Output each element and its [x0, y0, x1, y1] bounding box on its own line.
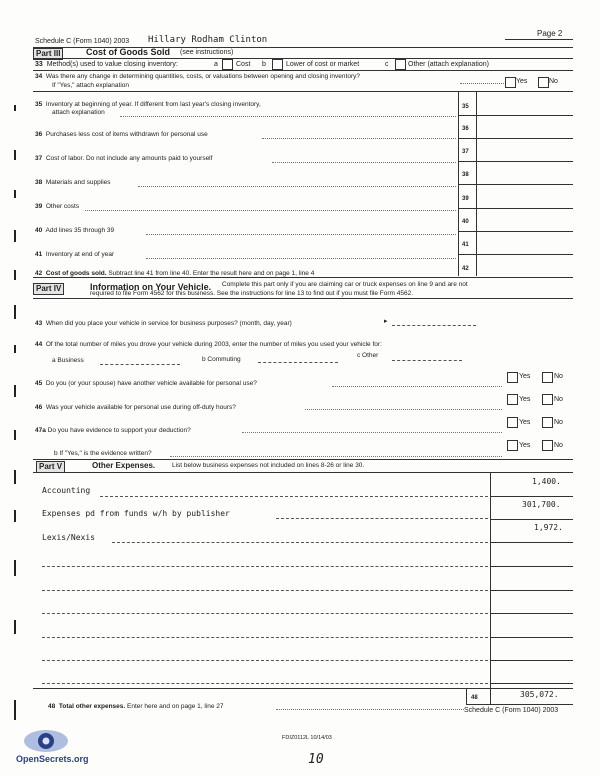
- part3-title-note: (see instructions): [180, 49, 234, 56]
- line-42: 42 Cost of goods sold. Subtract line 41 from line 40. Enter the result here and on page 1, line 4: [35, 270, 315, 277]
- other-miles-field[interactable]: [392, 360, 462, 361]
- line-41: 41 Inventory at end of year: [35, 251, 115, 258]
- watermark-text: OpenSecrets.org: [16, 754, 89, 764]
- line-39: 39 Other costs: [35, 203, 80, 210]
- line-45: 45 Do you (or your spouse) have another vehicle available for personal use?: [35, 380, 257, 387]
- expense-description: Lexis/Nexis: [42, 533, 95, 542]
- part5-note: List below business expenses not included on lines 8-26 or line 30.: [172, 462, 365, 469]
- line-40: 40 Add lines 35 through 39: [35, 227, 115, 234]
- form-code: FDIZ0112L 10/14/03: [282, 735, 332, 741]
- part4-intro-1: Complete this part only if you are claiming car or truck expenses on line 9 and are not: [222, 281, 468, 288]
- expense-amount: 1,400.: [532, 477, 561, 486]
- method-lower-checkbox[interactable]: [272, 59, 283, 70]
- expense-amount: 301,700.: [522, 500, 561, 509]
- line-37: 37 Cost of labor. Do not include any amounts paid to yourself: [35, 155, 213, 162]
- line-43: 43 When did you place your vehicle in service for business purposes? (month, day, year): [35, 320, 292, 327]
- method-cost-checkbox[interactable]: [222, 59, 233, 70]
- part5-badge: Part V: [36, 461, 65, 473]
- part5-title: Other Expenses.: [92, 461, 156, 470]
- line47b-yes-checkbox[interactable]: [507, 440, 518, 451]
- part4-badge: Part IV: [33, 283, 64, 295]
- line47b-no-checkbox[interactable]: [542, 440, 553, 451]
- expense-amount: 1,972.: [534, 523, 563, 532]
- line-34: 34 Was there any change in determining quantities, costs, or valuations between opening and closing inventory?: [35, 73, 360, 80]
- business-miles-field[interactable]: [100, 364, 180, 365]
- line-38: 38 Materials and supplies: [35, 179, 111, 186]
- part4-intro-2: required to file Form 4562 for this business. See the instructions for line 13 to find out if you must file Form 4562.: [90, 290, 413, 297]
- line46-yes-checkbox[interactable]: [507, 394, 518, 405]
- line-35: 35 Inventory at beginning of year. If different from last year's closing inventory,: [35, 101, 261, 108]
- vehicle-date-field[interactable]: [392, 325, 476, 326]
- line-33: 33 Method(s) used to value closing inventory:: [35, 61, 178, 68]
- line34-no-checkbox[interactable]: [538, 77, 549, 88]
- commuting-miles-field[interactable]: [258, 362, 338, 363]
- line47a-no-checkbox[interactable]: [542, 417, 553, 428]
- line34-yes-checkbox[interactable]: [505, 77, 516, 88]
- expense-description: Accounting: [42, 486, 91, 495]
- line-36: 36 Purchases less cost of items withdrawn for personal use: [35, 131, 208, 138]
- part3-title: Cost of Goods Sold: [86, 47, 170, 57]
- form-label: Schedule C (Form 1040) 2003: [35, 38, 130, 45]
- footer-form-label: Schedule C (Form 1040) 2003: [464, 707, 559, 714]
- method-other-checkbox[interactable]: [395, 59, 406, 70]
- line-48: 48 Total other expenses. Enter here and on page 1, line 27: [48, 703, 224, 710]
- part3-badge: Part III: [33, 48, 63, 60]
- page-number: 10: [308, 752, 324, 767]
- taxpayer-name: Hillary Rodham Clinton: [148, 35, 268, 45]
- part4-title: Information on Your Vehicle.: [90, 282, 212, 292]
- page-label: Page 2: [537, 29, 563, 38]
- line-46: 46 Was your vehicle available for personal use during off-duty hours?: [35, 404, 236, 411]
- total-other-expenses: 305,072.: [520, 690, 559, 699]
- line-47a: 47a Do you have evidence to support your deduction?: [35, 427, 191, 434]
- line-44: 44 Of the total number of miles you drove your vehicle during 2003, enter the number of miles you used your vehicle for:: [35, 341, 382, 348]
- line46-no-checkbox[interactable]: [542, 394, 553, 405]
- line-47b: b If "Yes," is the evidence written?: [54, 450, 152, 457]
- line45-yes-checkbox[interactable]: [507, 372, 518, 383]
- eye-icon: [21, 728, 71, 754]
- expense-description: Expenses pd from funds w/h by publisher: [42, 509, 230, 518]
- line47a-yes-checkbox[interactable]: [507, 417, 518, 428]
- line45-no-checkbox[interactable]: [542, 372, 553, 383]
